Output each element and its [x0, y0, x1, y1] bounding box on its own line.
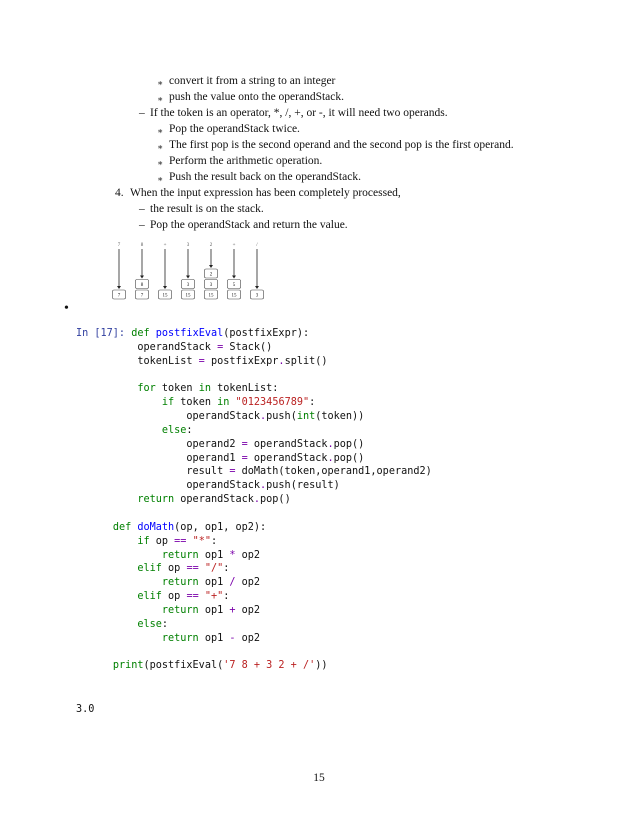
stack-evaluation-diagram	[112, 240, 272, 302]
list-item: the result is on the stack.	[150, 203, 264, 215]
token-label: 8	[140, 243, 144, 248]
token-arrow-head	[163, 286, 167, 289]
stack-value: 5	[232, 282, 236, 288]
star-bullet: ∗	[157, 158, 164, 168]
star-bullet: ∗	[157, 142, 164, 152]
star-bullet: ∗	[157, 126, 164, 136]
stack-value: 3	[209, 282, 213, 288]
stack-value: 15	[185, 293, 191, 299]
list-item: Push the result back on the operandStack.	[169, 171, 361, 183]
token-arrow-head	[255, 286, 259, 289]
token-label: /	[256, 243, 258, 248]
stack-value: 15	[231, 293, 237, 299]
list-item: The first pop is the second operand and the second pop is the first operand.	[169, 139, 514, 151]
token-label: +	[232, 243, 236, 248]
page-number: 15	[313, 772, 325, 784]
token-label: 2	[209, 243, 213, 248]
list-item: When the input expression has been completely processed,	[130, 187, 401, 199]
list-item: convert it from a string to an integer	[169, 75, 336, 87]
token-label: 7	[117, 243, 121, 248]
star-bullet: ∗	[157, 78, 164, 88]
dash-bullet: –	[139, 203, 145, 215]
dash-bullet: –	[139, 219, 145, 231]
cell-prompt: In [17]:	[76, 328, 126, 339]
stack-value: 7	[117, 293, 121, 299]
token-label: 3	[186, 243, 190, 248]
list-item: Perform the arithmetic operation.	[169, 155, 323, 167]
token-label: +	[163, 243, 167, 248]
list-item: Pop the operandStack and return the value.	[150, 219, 348, 231]
code-cell[interactable]: In [17]: def postfixEval(postfixExpr): operandStack = Stack() tokenList = postfixExpr.split() for token in tokenList: if token in "0123456789": operandStack.push(int(token)) else: operand2 = operandStack.pop() operand1 = operandStack.pop() result = doMath(token,operand1,operand2) operandStack.push(result) return operandStack.pop() def doMath(op, op1, op2): if op == "*": return op1 * op2 elif op == "/": return op1 / op2 elif op == "+": return op1 + op2 else: return op1 - op2 print(postfixEval('7 8 + 3 2 + /'))	[76, 328, 432, 672]
list-item: push the value onto the operandStack.	[169, 91, 345, 103]
list-item: If the token is an operator, *, /, +, or -, it will need two operands.	[150, 107, 448, 119]
dash-bullet: –	[139, 107, 145, 119]
token-arrow-head	[117, 286, 121, 289]
stack-value: 15	[208, 293, 214, 299]
list-item: Pop the operandStack twice.	[169, 123, 300, 135]
cell-output: 3.0	[76, 704, 95, 715]
token-arrow-head	[209, 265, 213, 268]
step-number: 4.	[115, 187, 124, 199]
stack-value: 3	[255, 293, 259, 299]
stack-value: 8	[140, 282, 144, 288]
star-bullet: ∗	[157, 174, 164, 184]
token-arrow-head	[140, 276, 144, 279]
stack-value: 2	[209, 272, 213, 278]
stack-value: 15	[162, 293, 168, 299]
token-arrow-head	[186, 276, 190, 279]
token-arrow-head	[232, 276, 236, 279]
star-bullet: ∗	[157, 94, 164, 104]
stack-value: 7	[140, 293, 144, 299]
stack-value: 3	[186, 282, 190, 288]
list-bullet: •	[64, 301, 69, 316]
